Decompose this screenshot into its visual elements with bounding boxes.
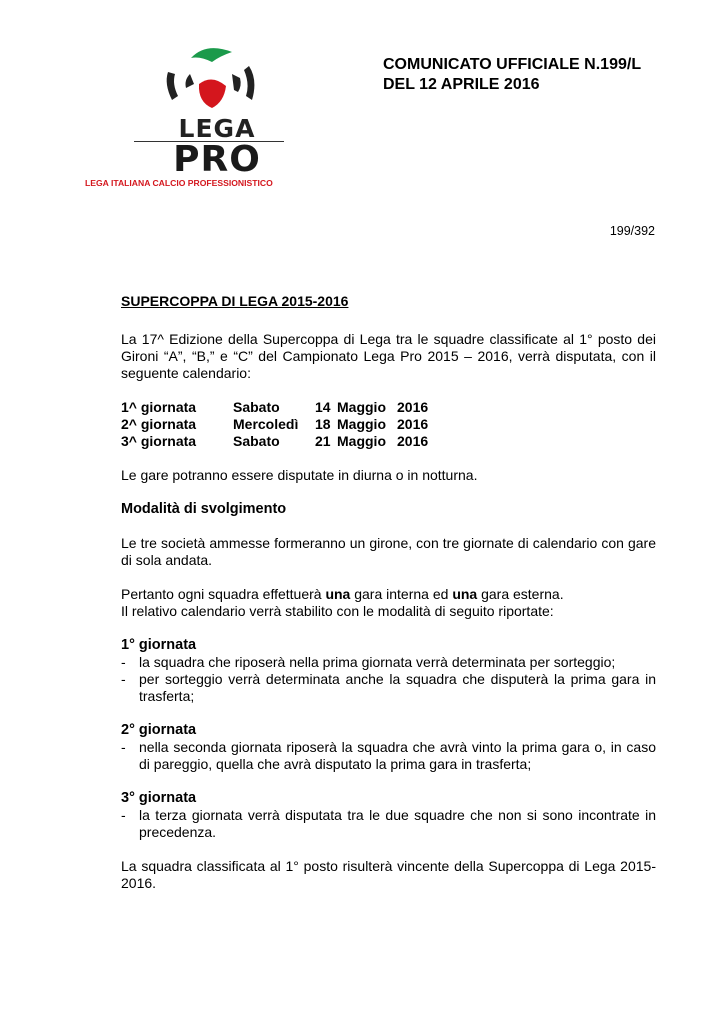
bullet-dash: -: [121, 807, 126, 823]
round-cell: 1^ giornata: [121, 399, 197, 415]
modalita-heading: Modalità di svolgimento: [121, 501, 287, 517]
lega-pro-logo: [85, 44, 334, 194]
round-cell: 3^ giornata: [121, 433, 197, 449]
schedule-table: [121, 399, 656, 450]
month-cell: Maggio: [337, 433, 386, 449]
document-body: [121, 293, 656, 892]
day-cell: Sabato: [233, 433, 280, 449]
calendario-paragraph: Il relativo calendario verrà stabilito con le modalità di seguito riportate:: [121, 603, 554, 619]
month-cell: Maggio: [337, 416, 386, 432]
month-cell: Maggio: [337, 399, 386, 415]
pertanto-paragraph: [121, 586, 656, 603]
giornata1-heading: 1° giornata: [121, 637, 197, 653]
comunicato-number: COMUNICATO UFFICIALE N.199/L: [383, 56, 642, 73]
comunicato-date: DEL 12 APRILE 2016: [383, 76, 540, 93]
page-reference: 199/392: [609, 224, 655, 238]
schedule-row: [121, 416, 656, 433]
document-title: SUPERCOPPA DI LEGA 2015-2016: [121, 293, 349, 309]
text-span: Pertanto ogni squadra effettuerà: [121, 586, 326, 602]
list-item: [121, 671, 656, 705]
list-item-text: nella seconda giornata riposerà la squadra che avrà vinto la prima gara o, in caso di pareggio, quella che avrà disputato la prima gara in trasferta;: [139, 739, 656, 772]
list-item: [121, 807, 656, 841]
year-cell: 2016: [397, 433, 429, 449]
giornata3-heading: 3° giornata: [121, 790, 197, 806]
text-span: gara interna ed: [350, 586, 453, 602]
intro-paragraph: La 17^ Edizione della Supercoppa di Lega tra le squadre classificate al 1° posto dei Gironi “A”, “B,” e “C” del Campionato Lega Pro 2015 – 2016, verrà disputata, con il seguente calendario:: [121, 331, 656, 381]
soccer-ball-icon: [154, 44, 284, 116]
year-cell: 2016: [397, 416, 429, 432]
text-span: gara esterna.: [477, 586, 564, 602]
year-cell: 2016: [397, 399, 429, 415]
day-cell: Sabato: [233, 399, 280, 415]
bullet-dash: -: [121, 671, 126, 687]
logo-subtitle: LEGA ITALIANA CALCIO PROFESSIONISTICO: [85, 178, 273, 188]
list-item-text: per sorteggio verrà determinata anche la squadra che disputerà la prima gara in trasferta;: [139, 671, 656, 704]
date-cell: 18: [315, 416, 331, 432]
giornata2-heading: 2° giornata: [121, 722, 197, 738]
date-cell: 21: [315, 433, 331, 449]
conclusion-paragraph: La squadra classificata al 1° posto risulterà vincente della Supercoppa di Lega 2015-2016.: [121, 858, 656, 891]
list-item-text: la squadra che riposerà nella prima giornata verrà determinata per sorteggio;: [139, 654, 616, 670]
emphasis-text: una: [452, 586, 478, 602]
day-cell: Mercoledì: [233, 416, 299, 432]
round-cell: 2^ giornata: [121, 416, 197, 432]
list-item: [121, 654, 656, 671]
logo-pro-text: PRO: [173, 139, 261, 180]
date-cell: 14: [315, 399, 331, 415]
gare-note: Le gare potranno essere disputate in diurna o in notturna.: [121, 467, 478, 483]
schedule-row: [121, 399, 656, 416]
emphasis-text: una: [325, 586, 351, 602]
list-item: [121, 739, 656, 773]
bullet-dash: -: [121, 654, 126, 670]
bullet-dash: -: [121, 739, 126, 755]
logo-lega-text: LEGA: [178, 114, 256, 143]
modalita-paragraph: Le tre società ammesse formeranno un girone, con tre giornate di calendario con gare di sola andata.: [121, 535, 656, 568]
schedule-row: [121, 433, 656, 450]
list-item-text: la terza giornata verrà disputata tra le due squadre che non si sono incontrate in precedenza.: [139, 807, 656, 840]
comunicato-heading: [383, 55, 641, 95]
